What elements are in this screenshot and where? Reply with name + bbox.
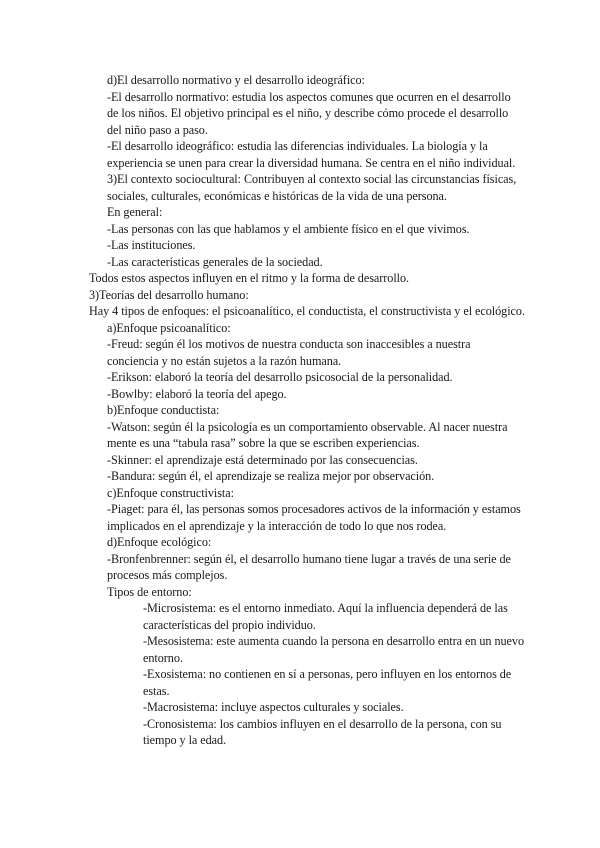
text-line: -Watson: según él la psicología es un comportamiento observable. Al nacer nuestra xyxy=(107,419,508,434)
text-line: d)El desarrollo normativo y el desarrollo ideográfico: xyxy=(107,73,365,87)
text-line: del niño paso a paso. xyxy=(107,122,208,137)
text-line: -Freud: según él los motivos de nuestra conducta son inaccesibles a nuestra xyxy=(107,337,471,351)
text-line: -Cronosistema: los cambios influyen en el desarrollo de la persona, con su xyxy=(143,716,502,731)
text-line: En general: xyxy=(107,205,163,219)
text-line: Todos estos aspectos influyen en el ritmo y la forma de desarrollo. xyxy=(89,271,410,285)
text-line: entorno. xyxy=(143,650,183,665)
text-line: 3)El contexto sociocultural: Contribuyen al contexto social las circunstancias físicas, xyxy=(107,172,517,186)
text-line: -Skinner: el aprendizaje está determinado por las consecuencias. xyxy=(107,452,418,467)
text-line: -Las personas con las que hablamos y el ambiente físico en el que vivimos. xyxy=(107,221,470,236)
text-line: sociales, culturales, económicas e históricas de la vida de una persona. xyxy=(107,188,447,203)
text-line: -Macrosistema: incluye aspectos culturales y sociales. xyxy=(143,700,404,714)
text-line: procesos más complejos. xyxy=(107,568,228,582)
text-line: características del propio individuo. xyxy=(143,617,316,632)
text-line: experiencia se unen para crear la diversidad humana. Se centra en el niño individual. xyxy=(107,155,516,170)
text-line: -Exosistema: no contienen en sí a personas, pero influyen en los entornos de xyxy=(143,667,512,681)
subsection-heading: a)Enfoque psicoanalítico: xyxy=(107,320,231,335)
text-line: -Piaget: para él, las personas somos procesadores activos de la información y estamos xyxy=(107,502,521,516)
text-line: -Bowlby: elaboró la teoría del apego. xyxy=(107,386,287,401)
text-line: -Mesosistema: este aumenta cuando la persona en desarrollo entra en un nuevo xyxy=(143,634,524,648)
section-heading: 3)Teorías del desarrollo humano: xyxy=(89,287,249,302)
document-body xyxy=(0,72,600,749)
text-line: -Erikson: elaboró la teoría del desarrollo psicosocial de la personalidad. xyxy=(107,370,453,384)
text-line: -El desarrollo normativo: estudia los aspectos comunes que ocurren en el desarrollo xyxy=(107,89,511,104)
text-line: -Bandura: según él, el aprendizaje se realiza mejor por observación. xyxy=(107,469,435,483)
text-line: Tipos de entorno: xyxy=(107,584,192,599)
text-line: -Las características generales de la sociedad. xyxy=(107,254,323,269)
text-line: estas. xyxy=(143,683,170,698)
text-line: tiempo y la edad. xyxy=(143,733,227,747)
text-line: -Bronfenbrenner: según él, el desarrollo humano tiene lugar a través de una serie de xyxy=(107,551,511,566)
text-line: -Microsistema: es el entorno inmediato. Aquí la influencia dependerá de las xyxy=(143,601,508,615)
text-line: de los niños. El objetivo principal es el niño, y describe cómo procede el desarrollo xyxy=(107,106,509,120)
subsection-heading: c)Enfoque constructivista: xyxy=(107,485,234,500)
text-line: mente es una “tabula rasa” sobre la que se escriben experiencias. xyxy=(107,436,420,450)
text-line: -Las instituciones. xyxy=(107,238,196,252)
subsection-heading: d)Enfoque ecológico: xyxy=(107,535,212,549)
subsection-heading: b)Enfoque conductista: xyxy=(107,403,220,417)
text-line: conciencia y no están sujetos a la razón humana. xyxy=(107,353,342,368)
text-line: Hay 4 tipos de enfoques: el psicoanalítico, el conductista, el constructivista y el ecológico. xyxy=(89,304,525,318)
text-line: -El desarrollo ideográfico: estudia las diferencias individuales. La biología y la xyxy=(107,139,488,153)
text-line: implicados en el aprendizaje y la interacción de todo lo que nos rodea. xyxy=(107,518,447,533)
